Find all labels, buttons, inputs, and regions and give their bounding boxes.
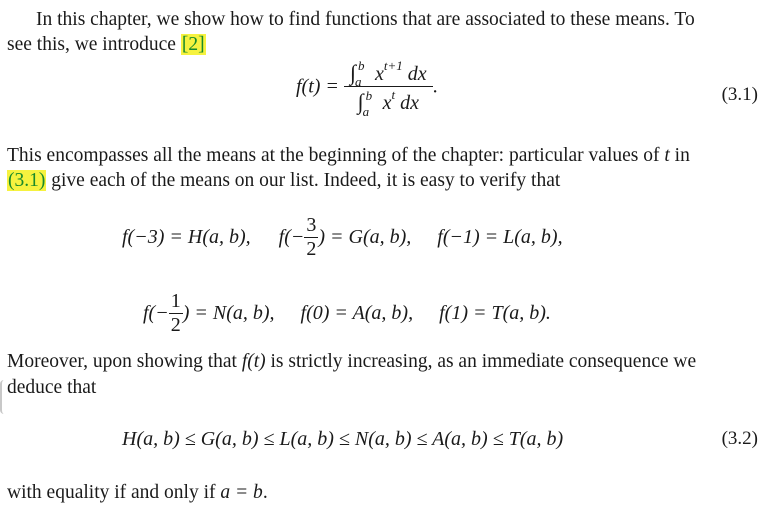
inequality-chain: H(a, b) ≤ G(a, b) ≤ L(a, b) ≤ N(a, b) ≤ A(a, b) ≤ T(a, b) xyxy=(122,428,564,450)
denominator-base: x xyxy=(382,92,392,115)
paragraph-1-line-2 xyxy=(7,33,206,57)
mean-harmonic: f(−3) = H(a, b), xyxy=(122,226,251,248)
fraction-denominator: 2 xyxy=(170,314,181,336)
denominator-upper-limit: b xyxy=(365,87,373,103)
paragraph-2-variable: t xyxy=(664,145,670,166)
equation-3-1 xyxy=(296,58,438,119)
paragraph-1-text: In this chapter, we show how to find functions that are associated to these means. To xyxy=(36,9,695,30)
denominator-lower-limit: a xyxy=(362,103,370,119)
equation-3-1-lhs: f(t) = xyxy=(296,75,339,98)
fraction-three-halves xyxy=(304,214,318,261)
paragraph-2-line-2-text: give each of the means on our list. Indeed, it is easy to verify that xyxy=(46,170,561,191)
paragraph-2-line-2 xyxy=(7,169,560,193)
fraction-numerator: 3 xyxy=(306,214,317,236)
citation-link[interactable]: [2] xyxy=(181,34,205,55)
paragraph-2-end: in xyxy=(674,145,690,166)
equation-3-1-fraction xyxy=(344,58,433,119)
equation-3-1-number: (3.1) xyxy=(721,84,758,105)
paragraph-3-line-2-text: deduce that xyxy=(7,377,97,398)
paragraph-3-text-post: is strictly increasing, as an immediate consequence we xyxy=(270,351,697,372)
paragraph-3-math: f(t) xyxy=(241,351,266,372)
integral-sign: ∫ xyxy=(349,60,356,85)
fraction-numerator: 1 xyxy=(170,290,181,312)
paragraph-1-line-2-text: see this, we introduce xyxy=(7,34,181,55)
paragraph-4-text: with equality if and only if xyxy=(7,482,216,503)
fraction-one-half xyxy=(169,290,183,337)
mean-geometric-post: ) = G(a, b), xyxy=(318,226,412,248)
equation-row-1 xyxy=(122,214,563,261)
paragraph-4-period: . xyxy=(262,482,268,503)
paragraph-2-text: This encompasses all the means at the beginning of the chapter: particular values of xyxy=(7,145,660,166)
equation-3-2 xyxy=(122,428,563,451)
denominator-exponent: t xyxy=(391,87,396,103)
numerator-base: x xyxy=(374,63,384,85)
equation-reference-link[interactable]: (3.1) xyxy=(8,170,46,191)
numerator-upper-limit: b xyxy=(357,58,365,74)
text-selection-handle[interactable] xyxy=(0,380,8,414)
denominator-dx: dx xyxy=(400,92,419,115)
equation-3-1-denominator xyxy=(344,87,433,119)
fraction-denominator: 2 xyxy=(306,238,317,260)
mean-geometric-pre: f(− xyxy=(278,226,305,248)
numerator-lower-limit: a xyxy=(354,74,362,90)
paragraph-3-text-pre: Moreover, upon showing that xyxy=(7,351,237,372)
mean-n-post: ) = N(a, b), xyxy=(182,302,275,324)
paragraph-4 xyxy=(7,481,268,505)
equation-3-2-number: (3.2) xyxy=(721,428,758,449)
mean-arithmetic: f(0) = A(a, b), xyxy=(300,302,414,324)
paragraph-3-line-2 xyxy=(7,376,96,400)
integral-sign: ∫ xyxy=(357,89,364,115)
paragraph-4-math: a = b xyxy=(220,482,263,503)
paragraph-1-line-1 xyxy=(36,8,695,32)
numerator-dx: dx xyxy=(407,63,427,85)
equation-row-2 xyxy=(143,290,551,337)
mean-t: f(1) = T(a, b). xyxy=(439,302,551,324)
paragraph-3-line-1 xyxy=(7,350,696,374)
mean-logarithmic: f(−1) = L(a, b), xyxy=(437,226,563,248)
mean-n-pre: f(− xyxy=(143,302,169,324)
equation-3-1-period: . xyxy=(432,75,438,98)
equation-3-1-numerator xyxy=(344,58,433,90)
paragraph-2-line-1 xyxy=(7,144,690,168)
numerator-exponent: t+1 xyxy=(383,58,403,73)
